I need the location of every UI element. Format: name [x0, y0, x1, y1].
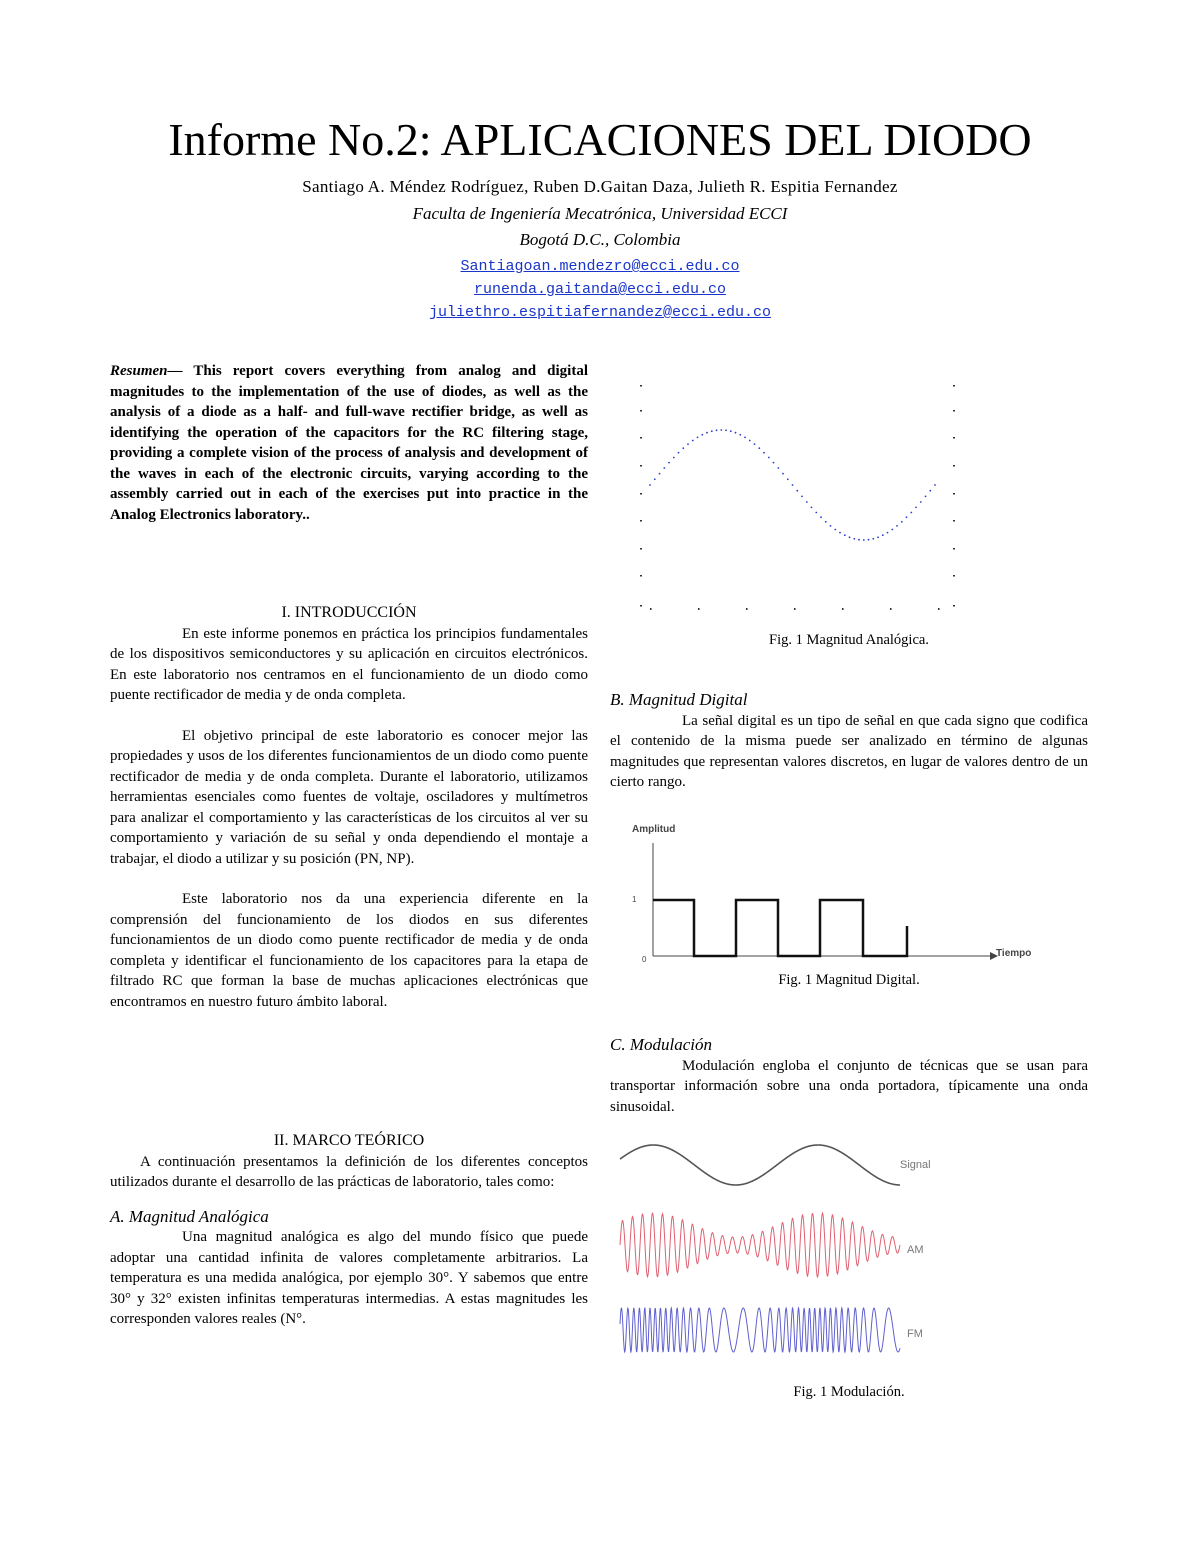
sine-point [716, 429, 718, 431]
fm-label: FM [907, 1328, 923, 1340]
email-link-1[interactable]: Santiagoan.mendezro@ecci.edu.co [460, 258, 740, 275]
sine-point [910, 512, 912, 514]
fm-wave [620, 1308, 900, 1352]
sine-y-tick-right [953, 575, 955, 577]
sine-point [820, 516, 822, 518]
section-c [610, 1035, 1088, 1117]
sine-x-tick [698, 608, 700, 610]
sine-point [758, 447, 760, 449]
sine-y-tick [640, 548, 642, 550]
sine-point [849, 536, 851, 538]
sine-y-tick [640, 385, 642, 387]
sine-point [868, 539, 870, 541]
sine-point [863, 539, 865, 541]
abstract-lead: Resumen [110, 363, 168, 379]
digital-signal-plot [620, 818, 1040, 968]
sine-point [697, 437, 699, 439]
am-label: AM [907, 1244, 924, 1256]
sine-point [853, 538, 855, 540]
location: Bogotá D.C., Colombia [519, 230, 681, 249]
sine-point [844, 534, 846, 536]
section-c-text: Modulación engloba el conjunto de técnicas que se usan para transportar información sobre una onda portadora, típicamente una onda sinusoidal. [610, 1057, 1088, 1115]
sine-y-tick [640, 520, 642, 522]
sine-point [801, 496, 803, 498]
sine-y-tick-right [953, 520, 955, 522]
sine-point [773, 462, 775, 464]
section-c-title: C. Modulación [610, 1035, 712, 1054]
fig2-caption: Fig. 1 Magnitud Digital. [778, 972, 920, 988]
marco-heading: II. MARCO TEÓRICO [273, 1132, 425, 1149]
sine-point [920, 501, 922, 503]
sine-point [687, 443, 689, 445]
sine-point [682, 447, 684, 449]
authors: Santiago A. Méndez Rodríguez, Ruben D.Gaitan Daza, Julieth R. Espitia Fernandez [302, 177, 898, 196]
sine-point [673, 457, 675, 459]
sine-point [872, 538, 874, 540]
affiliation: Faculta de Ingeniería Mecatrónica, Universidad ECCI [412, 204, 788, 223]
sine-point [725, 429, 727, 431]
intro-section [110, 603, 588, 1012]
marco-section [110, 1131, 588, 1330]
am-wave [620, 1213, 900, 1277]
sine-x-tick [938, 608, 940, 610]
paper-title: Informe No.2: APLICACIONES DEL DIODO [168, 114, 1032, 165]
digital-y-low: 0 [642, 955, 647, 964]
sine-point [678, 452, 680, 454]
sine-point [706, 432, 708, 434]
sine-point [906, 516, 908, 518]
sine-x-tick [746, 608, 748, 610]
intro-paragraph-1: En este informe ponemos en práctica los principios fundamentales de los dispositivos semiconductores y su aplicación en circuitos electrónicos. En este laboratorio nos centramos en el funcionamiento de un diodo como puente rectificador de media y de onda completa. [110, 625, 588, 703]
sine-point [744, 437, 746, 439]
sine-point [830, 525, 832, 527]
sine-y-tick [640, 437, 642, 439]
sine-point [901, 521, 903, 523]
sine-y-tick [640, 465, 642, 467]
sine-y-tick-right [953, 410, 955, 412]
sine-point [834, 529, 836, 531]
fig1-caption: Fig. 1 Magnitud Analógica. [769, 632, 929, 648]
sine-point [796, 490, 798, 492]
sine-point [668, 462, 670, 464]
sine-y-tick-right [953, 493, 955, 495]
sine-point [768, 457, 770, 459]
signal-wave [620, 1145, 900, 1185]
section-b-text: La señal digital es un tipo de señal en que cada signo que codifica el contenido de la misma puede ser analizado en término de algunas magnitudes que representan valores discretos, en lugar de valores dentro de un cierto rango. [610, 712, 1088, 790]
sine-point [739, 434, 741, 436]
sine-point [887, 532, 889, 534]
sine-point [730, 430, 732, 432]
sine-point [858, 539, 860, 541]
sine-point [891, 529, 893, 531]
sine-point [934, 484, 936, 486]
section-b [610, 690, 1088, 793]
sine-point [777, 467, 779, 469]
sine-point [825, 521, 827, 523]
sine-point [787, 478, 789, 480]
email-link-2[interactable]: runenda.gaitanda@ecci.edu.co [473, 281, 727, 298]
sine-x-tick [650, 608, 652, 610]
sine-point [711, 430, 713, 432]
sine-point [839, 532, 841, 534]
signal-label: Signal [900, 1159, 931, 1171]
sine-point [663, 467, 665, 469]
sine-point [763, 452, 765, 454]
sine-x-tick [794, 608, 796, 610]
sine-point [654, 478, 656, 480]
sine-point [720, 429, 722, 431]
sine-point [749, 440, 751, 442]
intro-paragraph-3: Este laboratorio nos da una experiencia diferente en la comprensión del funcionamiento de los diodos en sus diferentes funcionamientos de un diodo como puente rectificador de media y de onda completa y identificar el funcionamiento de los capacitores para la etapa de filtrado RC que forman la base de muchas aplicaciones electrónicas que encontramos en nuestro futuro ámbito laboral. [110, 891, 588, 1010]
abstract [110, 361, 588, 525]
sine-point [896, 525, 898, 527]
sine-y-tick-right [953, 385, 955, 387]
sine-point [877, 536, 879, 538]
sine-point [811, 507, 813, 509]
section-a-title: A. Magnitud Analógica [110, 1206, 269, 1226]
sine-point [792, 484, 794, 486]
analog-sine-plot [615, 360, 965, 625]
sine-point [735, 432, 737, 434]
sine-point [925, 496, 927, 498]
marco-intro: A continuación presentamos la definición de los diferentes conceptos utilizados durante el desarrollo de las prácticas de laboratorio, tales como: [110, 1153, 588, 1190]
sine-point [882, 534, 884, 536]
sine-point [754, 443, 756, 445]
sine-y-tick [640, 575, 642, 577]
sine-y-tick [640, 410, 642, 412]
sine-y-tick-right [953, 605, 955, 607]
fig3-caption: Fig. 1 Modulación. [793, 1384, 905, 1400]
digital-ylabel: Amplitud [632, 824, 676, 835]
digital-square-wave [653, 900, 907, 956]
intro-heading: I. INTRODUCCIÓN [281, 604, 417, 621]
sine-point [701, 434, 703, 436]
sine-y-tick-right [953, 548, 955, 550]
sine-x-tick [842, 608, 844, 610]
sine-x-tick [890, 608, 892, 610]
sine-point [692, 440, 694, 442]
intro-paragraph-2: El objetivo principal de este laboratorio es conocer mejor las propiedades y usos de los diferentes funcionamientos de un diodo como puente rectificador de media y de onda completa. Durante el laboratorio, utilizamos herramientas esenciales como fuentes de voltaje, osciladores y multímetros para analizar el comportamiento y las características de los circuitos al ver su comportamiento y variación de su señal y onda dependiendo el montaje a trabajar, el diodo a utilizar y su posición (PN, NP). [110, 727, 588, 867]
digital-y-high: 1 [632, 895, 637, 904]
section-b-title: B. Magnitud Digital [610, 690, 748, 709]
sine-point [915, 507, 917, 509]
sine-point [815, 512, 817, 514]
sine-y-tick [640, 605, 642, 607]
sine-point [649, 484, 651, 486]
sine-point [659, 473, 661, 475]
modulation-plot [615, 1130, 955, 1370]
sine-point [929, 490, 931, 492]
sine-y-tick [640, 493, 642, 495]
sine-point [782, 473, 784, 475]
section-a-text: Una magnitud analógica es algo del mundo físico que puede adoptar una cantidad infinita de valores completamente arbitrarios. La temperatura es una medida analógica, por ejemplo 30°. Y sabemos que entre 30° y 32° existen infinitas temperaturas intermedias. A estas magnitudes les corresponden valores reales (N°. [110, 1229, 588, 1327]
digital-xlabel: Tiempo [996, 948, 1032, 959]
sine-y-tick-right [953, 437, 955, 439]
email-link-3[interactable]: juliethro.espitiafernandez@ecci.edu.co [428, 304, 772, 321]
abstract-text: — This report covers everything from analog and digital magnitudes to the implementation of the use of diodes, as well as the analysis of a diode as a half- and full-wave rectifier bridge, as well as identifying the operation of the capacitors for the RC filtering stage, providing a complete vision of the process of analysis and development of the waves in each of the electronic circuits, varying according to the assembly carried out in each of the exercises put into practice in the Analog Electronics laboratory.. [110, 363, 588, 523]
sine-y-tick-right [953, 465, 955, 467]
sine-point [806, 501, 808, 503]
